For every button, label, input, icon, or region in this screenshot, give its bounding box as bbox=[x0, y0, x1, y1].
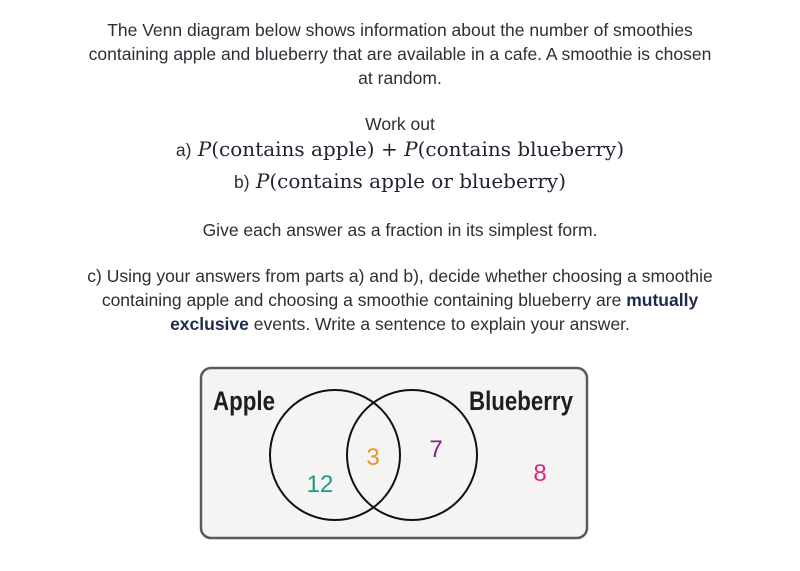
instruction-text: Give each answer as a fraction in its simplest form. bbox=[202, 220, 598, 240]
part-b-arg: (contains apple or blueberry) bbox=[269, 169, 567, 193]
part-a-p2: P bbox=[404, 137, 418, 161]
part-a-operator: + bbox=[374, 137, 405, 161]
part-a-arg1: (contains apple) bbox=[211, 137, 375, 161]
part-a-label: a) bbox=[175, 140, 192, 160]
venn-label-apple: Apple bbox=[213, 386, 275, 416]
venn-value-neither: 8 bbox=[533, 460, 547, 487]
venn-value-intersection: 3 bbox=[366, 444, 380, 471]
part-c-line-2-text: containing apple and choosing a smoothie containing blueberry are bbox=[101, 290, 622, 310]
part-b-p: P bbox=[255, 169, 270, 193]
part-a-arg2: (contains blueberry) bbox=[417, 137, 625, 161]
venn-label-blueberry: Blueberry bbox=[469, 386, 573, 416]
intro-line-2: containing apple and blueberry that are available in a cafe. A smoothie is chosen bbox=[88, 44, 712, 64]
part-c-line-1: c) Using your answers from parts a) and b), decide whether choosing a smoothie bbox=[87, 266, 713, 286]
intro-line-1: The Venn diagram below shows information about the number of smoothies bbox=[107, 20, 693, 40]
work-out-label: Work out bbox=[365, 114, 435, 134]
part-a-p1: P bbox=[197, 137, 212, 161]
venn-value-apple-only: 12 bbox=[306, 471, 334, 498]
venn-value-blueberry-only: 7 bbox=[429, 436, 443, 463]
part-c-bold-exclusive: exclusive bbox=[170, 314, 249, 334]
part-b-label: b) bbox=[233, 172, 250, 192]
part-c-line-3-text: events. Write a sentence to explain your answer. bbox=[253, 314, 630, 334]
intro-line-3: at random. bbox=[358, 68, 442, 88]
part-c-bold-mutually: mutually bbox=[626, 290, 699, 310]
